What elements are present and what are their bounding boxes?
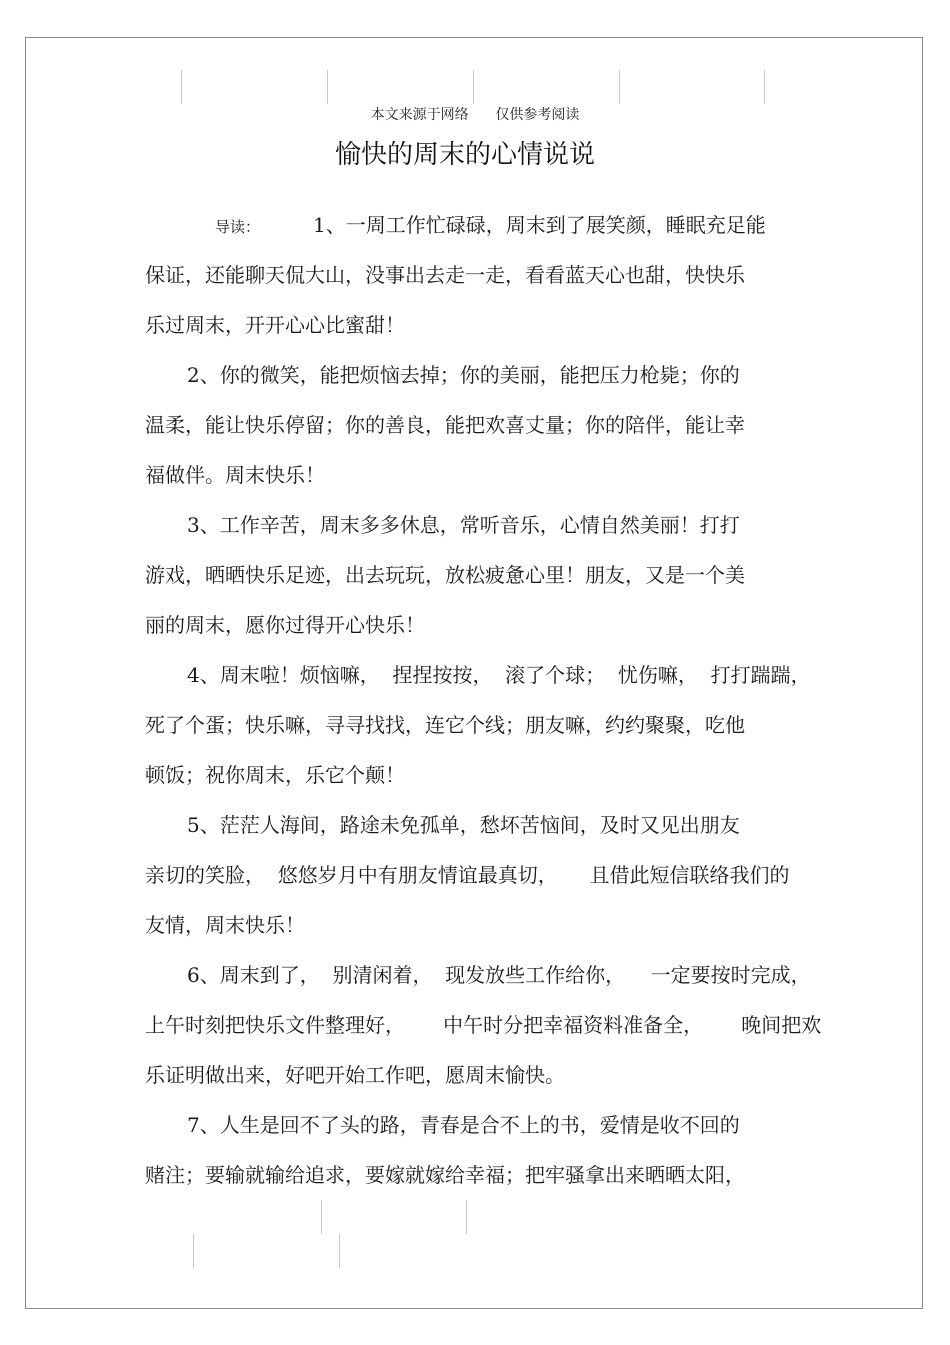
bottom-rule-1 [321, 1200, 322, 1234]
document-body [145, 205, 835, 1205]
paragraph-line: 保证，还能聊天侃大山，没事出去走一走，看看蓝天心也甜，快快乐 [145, 263, 745, 287]
paragraph-line: 4、周末啦！烦恼嘛， 捏捏按按， 滚了个球； 忧伤嘛， 打打踹踹， [187, 663, 811, 687]
paragraph-line: 上午时刻把快乐文件整理好， 中午时分把幸福资料准备全， 晚间把欢 [145, 1013, 822, 1037]
paragraph-line: 3、工作辛苦，周末多多休息，常听音乐，心情自然美丽！打打 [187, 513, 740, 537]
paragraph-line: 乐过周末，开开心心比蜜甜！ [145, 313, 405, 337]
paragraph-line: 5、茫茫人海间，路途未免孤单，愁坏苦恼间，及时又见出朋友 [187, 813, 740, 837]
paragraph-line: 友情，周末快乐！ [145, 913, 305, 937]
paragraph-line: 福做伴。周末快乐！ [145, 463, 325, 487]
paragraph-line: 死了个蛋；快乐嘛，寻寻找找，连它个线；朋友嘛，约约聚聚，吃他 [145, 713, 745, 737]
paragraph-line: 顿饭；祝你周末，乐它个颠！ [145, 763, 405, 787]
paragraph-line: 温柔，能让快乐停留；你的善良，能把欢喜丈量；你的陪伴，能让幸 [145, 413, 745, 437]
paragraph-line: 游戏，晒晒快乐足迹，出去玩玩，放松疲惫心里！朋友，又是一个美 [145, 563, 745, 587]
paragraph-line: 2、你的微笑，能把烦恼去掉；你的美丽，能把压力枪毙；你的 [187, 363, 740, 387]
document-title: 愉快的周末的心情说说 [334, 140, 595, 170]
top-rule-5 [764, 70, 765, 104]
paragraph-line: 乐证明做出来，好吧开始工作吧，愿周末愉快。 [145, 1063, 565, 1087]
paragraph-line: 亲切的笑脸， 悠悠岁月中有朋友情谊最真切， 且借此短信联络我们的 [145, 863, 790, 887]
top-rule-3 [473, 70, 474, 104]
paragraph-line: 赌注；要输就输给追求，要嫁就嫁给幸福；把牢骚拿出来晒晒太阳， [145, 1163, 745, 1187]
lead-label: 导读： [215, 218, 261, 236]
top-rule-1 [181, 70, 182, 104]
source-note: 本文来源于网络 仅供参考阅读 [370, 107, 580, 123]
paragraph-line: 6、周末到了， 别清闲着， 现发放些工作给你， 一定要按时完成， [187, 963, 811, 987]
bottom-rule-4 [339, 1234, 340, 1268]
paragraph-line: 丽的周末，愿你过得开心快乐！ [145, 613, 425, 637]
paragraph-line: 导读： 1、一周工作忙碌碌，周末到了展笑颜，睡眠充足能 [145, 205, 835, 255]
top-rule-4 [619, 70, 620, 104]
bottom-rule-2 [466, 1200, 467, 1234]
top-rule-2 [327, 70, 328, 104]
paragraph-line: 7、人生是回不了头的路，青春是合不上的书，爱情是收不回的 [187, 1113, 740, 1137]
bottom-rule-3 [193, 1234, 194, 1268]
